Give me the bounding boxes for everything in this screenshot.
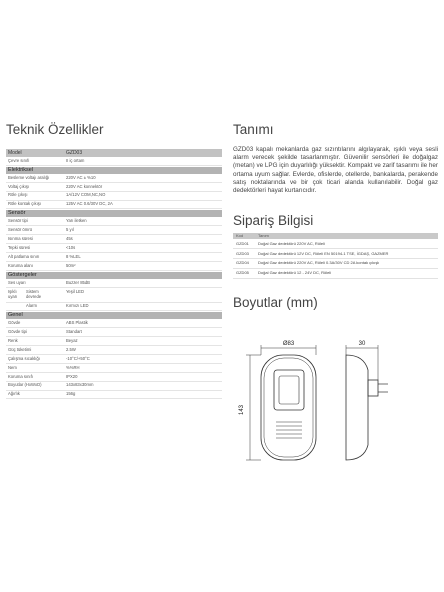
spec-value: Kırmızı LED	[66, 303, 89, 309]
order-code: GZD03	[236, 250, 249, 256]
spec-row	[6, 226, 222, 235]
spec-row	[6, 253, 222, 262]
spec-key: Çalışma sıcaklığı	[8, 355, 40, 361]
spec-value: Beyaz	[66, 337, 78, 343]
front-body-inner	[264, 358, 313, 457]
about-text: GZD03 kapalı mekanlarda gaz sızıntılarını algılayarak, ışıklı veya sesli alarm verecek şekilde tasarlanmıştır. Güvenilir sensörleri ile doğalgaz (metan) ve LPG için duyarlılığı yüksektir. Kompakt ve zarif tasarımı ile her ortama uyum sağlar. Evlerde, ofislerde, otellerde, bankalarda, perakende satış noktalarında ve bir çok ticari alanda kullanılabilir. Doğal gaz dedektörleri hayat kurtarıcıdır.	[233, 146, 438, 195]
spec-value: 8 %LEL	[66, 253, 81, 259]
spec-row	[6, 235, 222, 244]
spec-value: Yeşil LED	[66, 289, 85, 295]
spec-key: Gövde	[8, 320, 21, 326]
specs-column	[6, 122, 222, 399]
spec-row	[6, 364, 222, 373]
spec-value: 220V AC ± %10	[66, 174, 96, 180]
spec-key: Alt patlama sınırı	[8, 253, 40, 259]
order-description: Doğal Gaz dedektörü 12V DC, Röleli EN 50194-1 TSE, İGDAŞ, GAZMER	[258, 250, 389, 256]
table-row	[233, 269, 438, 279]
spec-value: 156g	[66, 391, 76, 397]
spec-row	[6, 288, 222, 303]
spec-key: Sensör tipi	[8, 218, 28, 224]
dimension-drawing	[236, 340, 436, 470]
table-row	[233, 249, 438, 259]
order-code: GZD01	[236, 240, 249, 246]
order-code: GZD04	[236, 260, 249, 266]
spec-row	[6, 217, 222, 226]
spec-key: Nem	[8, 364, 17, 370]
height-label: 143	[239, 404, 245, 416]
depth-label: 30	[358, 341, 366, 347]
order-title: Sipariş Bilgisi	[233, 213, 314, 229]
spec-row	[6, 346, 222, 355]
spec-row	[6, 391, 222, 400]
spec-row	[6, 319, 222, 328]
about-title: Tanımı	[233, 122, 274, 137]
display-inner	[279, 376, 299, 404]
spec-key: Sensör ömrü	[8, 227, 32, 233]
spec-key: Röle çıkışı	[8, 192, 28, 198]
spec-subkey: Sistem devrede	[26, 289, 42, 299]
spec-key: Isınma süresi	[8, 236, 33, 242]
table-row	[233, 239, 438, 249]
model-label: Model	[8, 150, 22, 156]
section-sensor: Sensör	[6, 210, 222, 217]
spec-row	[6, 279, 222, 288]
model-row	[6, 149, 222, 157]
spec-value: IPX20	[66, 373, 78, 379]
spec-key: Işıklı uyarı	[8, 289, 18, 299]
spec-key: Çevre sınıfı	[8, 157, 30, 163]
spec-value: 45s	[66, 236, 73, 242]
spec-row	[6, 157, 222, 166]
spec-value: 125V AC 0.6/30V DC, 2A	[66, 201, 113, 207]
spec-value: 5 yıl	[66, 227, 74, 233]
spec-value: Yarı iletken	[66, 218, 87, 224]
order-description: Doğal Gaz dedektörü 220V AC, Röleli 0.3A/30V CD 2A kontak çıkışlı	[258, 260, 380, 266]
spec-key: Renk	[8, 337, 18, 343]
section-indicators: Göstergeler	[6, 272, 222, 279]
order-section	[233, 213, 438, 279]
spec-key: Gövde tipi	[8, 329, 27, 335]
spec-key: Ağırlık	[8, 391, 20, 397]
side-body-outline	[346, 355, 368, 460]
spec-key: Boyutlar (HxWxD)	[8, 382, 42, 388]
spec-value: 2.5W	[66, 346, 76, 352]
spec-key: Koruma sınıfı	[8, 373, 33, 379]
spec-value: -10°C/+50°C	[66, 355, 90, 361]
section-general: Genel	[6, 312, 222, 319]
width-label: Ø83	[282, 341, 295, 347]
spec-value: Standart	[66, 329, 82, 335]
spec-key: Güç tüketimi	[8, 346, 32, 352]
spec-subkey: Alarm	[26, 303, 37, 309]
spec-key: Röle kontak çıkışı	[8, 201, 42, 207]
spec-value: 50m²	[66, 262, 76, 268]
spec-value: 143x83x30mm	[66, 382, 94, 388]
spec-row	[6, 373, 222, 382]
spec-value: 220V AC konnektör	[66, 183, 103, 189]
order-description: Doğal Gaz dedektörü 220V AC, Röleli	[258, 240, 325, 246]
order-header-code: Kod	[236, 233, 244, 239]
spec-value: <10s	[66, 244, 76, 250]
spec-row	[6, 355, 222, 364]
spec-value: %%RH	[66, 364, 80, 370]
order-code: GZD05	[236, 270, 249, 276]
dimensions-title: Boyutlar (mm)	[233, 294, 318, 310]
spec-row	[6, 382, 222, 391]
dimensions-section	[233, 295, 438, 310]
model-value: GZD03	[66, 150, 83, 156]
grille-lines	[276, 422, 302, 438]
spec-value: ABS Plastik	[66, 320, 88, 326]
front-body-outline	[261, 355, 316, 460]
spec-row	[6, 262, 222, 271]
spec-row	[6, 337, 222, 346]
spec-value: II iç ortam	[66, 157, 85, 163]
info-column	[233, 122, 438, 310]
spec-key: Voltaj çıkışı	[8, 183, 30, 189]
specs-title: Teknik Özellikler	[6, 122, 104, 137]
spec-row	[6, 183, 222, 192]
spec-key: Besleme voltajı aralığı	[8, 174, 50, 180]
spec-value: Buzzer 85dB	[66, 279, 90, 285]
spec-row	[6, 192, 222, 201]
side-plug	[368, 380, 378, 396]
order-description: Doğal Gaz dedektörü 12 - 24V DC, Röleli	[258, 270, 332, 276]
spec-key: Koruma alanı	[8, 262, 33, 268]
spec-row	[6, 328, 222, 337]
spec-key	[8, 304, 26, 308]
spec-row	[6, 303, 222, 312]
table-row	[233, 259, 438, 269]
spec-row	[6, 174, 222, 183]
order-header-description: Tanım	[258, 233, 269, 239]
section-electrical: Elektriksel	[6, 167, 222, 174]
spec-key: Ses uyarı	[8, 279, 26, 285]
spec-row	[6, 201, 222, 210]
spec-key: Tepki süresi	[8, 244, 31, 250]
spec-value: 1A/12V COM,NC,NO	[66, 192, 106, 198]
spec-row	[6, 244, 222, 253]
